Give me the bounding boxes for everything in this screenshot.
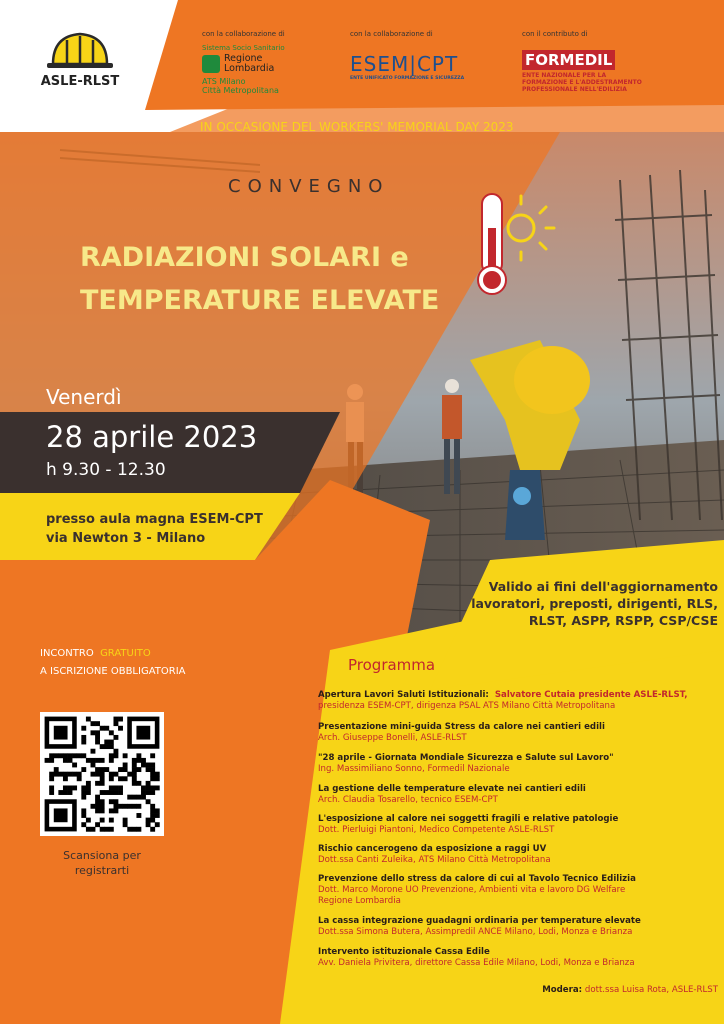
program-item — [318, 814, 718, 836]
collab1-ats2: Città Metropolitana — [202, 86, 279, 95]
collab1-region1: Regione — [224, 53, 263, 64]
program-item-title: Prevenzione dello stress da calore di cui al Tavolo Tecnico Edilizia — [318, 874, 636, 884]
validity-line1: Valido ai fini dell'aggiornamento — [488, 579, 718, 594]
program-item-speaker: Arch. Giuseppe Bonelli, ASLE-RLST — [318, 733, 467, 743]
program-item — [318, 947, 718, 969]
programma-heading: Programma — [348, 656, 436, 674]
program-item — [318, 874, 718, 907]
event-place-line2: via Newton 3 - Milano — [46, 531, 206, 546]
program-item-speaker-cont: Regione Lombardia — [318, 896, 401, 906]
occasion-line: IN OCCASIONE DEL WORKERS' MEMORIAL DAY 2023 — [200, 120, 514, 134]
program-item-speaker: Avv. Daniela Privitera, direttore Cassa Edile Milano, Lodi, Monza e Brianza — [318, 958, 635, 968]
collab2-block — [350, 30, 470, 81]
program-item-title: Apertura Lavori Saluti Istituzionali: — [318, 690, 489, 700]
validity-line3: RLST, ASPP, RSPP, CSP/CSE — [528, 613, 718, 628]
collab1-ats1: ATS Milano — [202, 77, 246, 86]
collab3-sub3: PROFESSIONALE NELL'EDILIZIA — [522, 86, 627, 93]
program-item — [318, 916, 718, 938]
program-item-speaker: Dott.ssa Simona Butera, Assimpredil ANCE Milano, Lodi, Monza e Brianza — [318, 927, 633, 937]
collab1-line1: Sistema Socio Sanitario — [202, 44, 285, 52]
validity-line2: lavoratori, preposti, dirigenti, RLS, — [471, 596, 718, 611]
program-item — [318, 722, 718, 744]
hard-hat-icon — [45, 30, 115, 70]
program-item — [318, 844, 718, 866]
moderator-line — [318, 985, 718, 995]
program-item-speaker: presidenza ESEM-CPT, dirigenza PSAL ATS Milano Città Metropolitana — [318, 701, 616, 711]
incontro-label: INCONTRO — [40, 648, 94, 659]
iscrizione-label: A ISCRIZIONE OBBLIGATORIA — [40, 666, 186, 677]
scan-note — [40, 848, 164, 878]
program-item-speaker: Arch. Claudia Tosarello, tecnico ESEM-CPT — [318, 795, 498, 805]
program-item-title: L'esposizione al calore nei soggetti fragili e relative patologie — [318, 814, 619, 824]
program-item-title: La gestione delle temperature elevate nei cantieri edili — [318, 784, 586, 794]
moderator-label: Modera: — [542, 985, 583, 995]
program-item — [318, 784, 718, 806]
event-title-line2: TEMPERATURE ELEVATE — [80, 285, 440, 316]
collab3-sub1: ENTE NAZIONALE PER LA — [522, 72, 607, 79]
convegno-label: CONVEGNO — [228, 176, 390, 197]
validity-note — [450, 578, 718, 629]
program-item-speaker: Ing. Massimiliano Sonno, Formedil Nazionale — [318, 764, 510, 774]
collab3-sub2: FORMAZIONE E L'ADDESTRAMENTO — [522, 79, 642, 86]
program-item-title: Rischio cancerogeno da esposizione a raggi UV — [318, 844, 547, 854]
free-event-note — [40, 645, 186, 681]
event-day: Venerdì — [46, 385, 122, 409]
collab3-intro: con il contributo di — [522, 30, 588, 38]
formedil-logo: FORMEDIL — [522, 50, 615, 70]
event-date: 28 aprile 2023 — [46, 420, 258, 454]
regione-lombardia-icon — [202, 55, 220, 73]
collab1-block — [202, 30, 322, 95]
event-time: h 9.30 - 12.30 — [46, 460, 166, 480]
collab2-sub: ENTE UNIFICATO FORMAZIONE E SICUREZZA — [350, 76, 465, 81]
program-item-title: "28 aprile - Giornata Mondiale Sicurezza e Salute sul Lavoro" — [318, 753, 614, 763]
moderator-name: dott.ssa Luisa Rota, ASLE-RLST — [584, 985, 718, 995]
program-item-speaker: Dott.ssa Canti Zuleika, ATS Milano Città Metropolitana — [318, 855, 551, 865]
asle-logo-name: ASLE-RLST — [40, 74, 120, 89]
collab1-region2: Lombardia — [224, 63, 275, 74]
scan-line1: Scansiona per — [63, 849, 141, 862]
qr-code-icon — [40, 712, 164, 836]
registration-qr-code[interactable] — [40, 712, 164, 836]
program-item-speaker: Dott. Pierluigi Piantoni, Medico Competente ASLE-RLST — [318, 825, 555, 835]
event-place-line1: presso aula magna ESEM-CPT — [46, 512, 263, 527]
program-item — [318, 753, 718, 775]
collab2-intro: con la collaborazione di — [350, 30, 433, 38]
program-item-title: Intervento istituzionale Cassa Edile — [318, 947, 490, 957]
program-item-title-highlight: Salvatore Cutaia presidente ASLE-RLST, — [494, 690, 688, 700]
collab1-intro: con la collaborazione di — [202, 30, 285, 38]
program-item-title: La cassa integrazione guadagni ordinaria per temperature elevate — [318, 916, 641, 926]
event-title-line1: RADIAZIONI SOLARI e — [80, 242, 409, 273]
program-item-speaker: Dott. Marco Morone UO Prevenzione, Ambienti vita e lavoro DG Welfare — [318, 885, 626, 895]
program-item-title: Presentazione mini-guida Stress da calore nei cantieri edili — [318, 722, 605, 732]
program-item — [318, 690, 718, 712]
gratuito-label: GRATUITO — [100, 648, 151, 659]
esem-cpt-logo: ESEM|CPT — [350, 52, 459, 76]
scan-line2: registrarti — [74, 864, 130, 877]
asle-logo — [40, 30, 120, 89]
collab3-block — [522, 30, 642, 93]
